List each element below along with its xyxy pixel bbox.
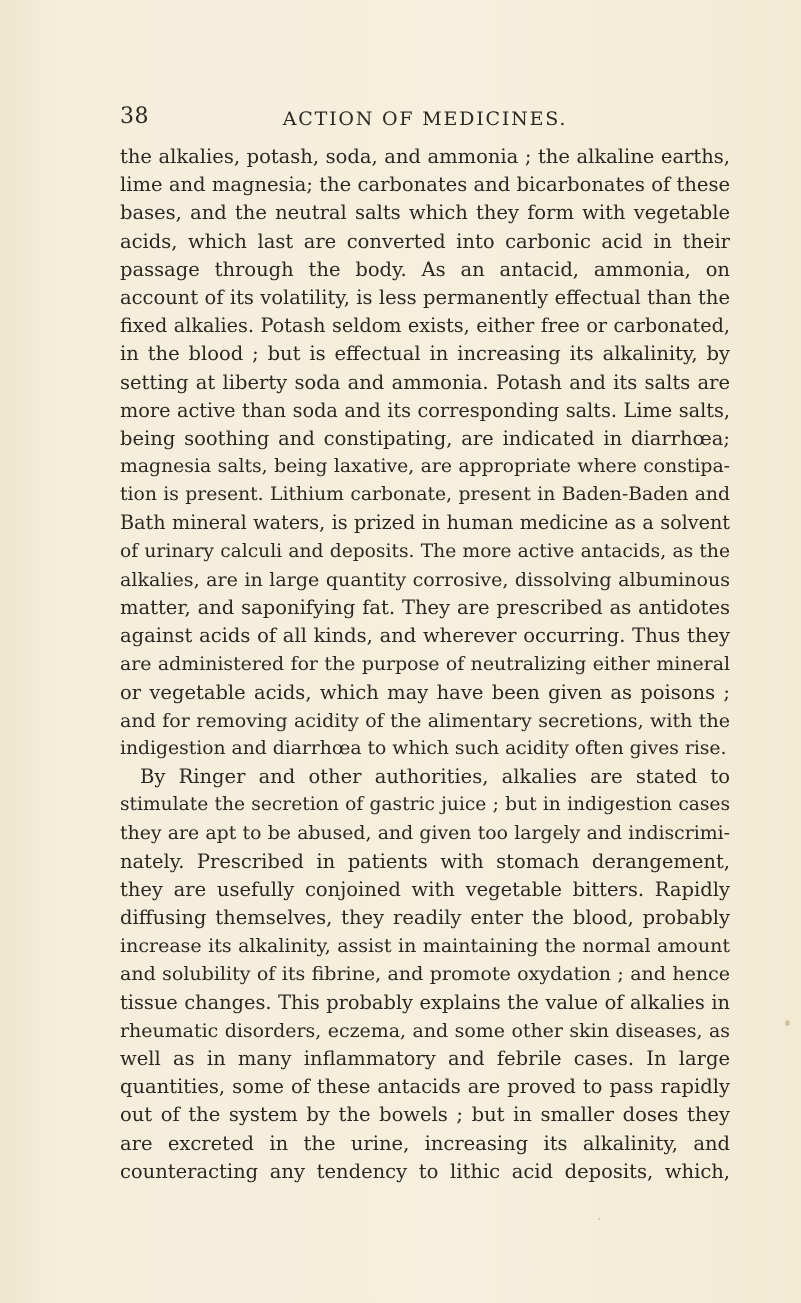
text-line: and for removing acidity of the alimentary secretions, with the <box>120 709 730 732</box>
body-text <box>120 143 730 1186</box>
text-line: well as in many inflammatory and febrile cases. In large <box>120 1047 730 1070</box>
text-line: and solubility of its fibrine, and promote oxydation ; and hence <box>120 963 730 986</box>
text-line: bases, and the neutral salts which they form with vegetable <box>120 201 730 225</box>
text-line: account of its volatility, is less permanently effectual than the <box>120 285 730 309</box>
text-line: are excreted in the urine, increasing its alkalinity, and <box>120 1131 730 1155</box>
text-line: increase its alkalinity, assist in maintaining the normal amount <box>120 935 730 958</box>
text-line: being soothing and constipating, are indicated in diarrhœa; <box>120 426 730 450</box>
text-line: acids, which last are converted into carbonic acid in their <box>120 229 730 253</box>
text-line: lime and magnesia; the carbonates and bicarbonates of these <box>120 173 730 197</box>
paper-speck <box>598 1218 600 1220</box>
page-header <box>120 104 730 134</box>
text-line: Bath mineral waters, is prized in human medicine as a solvent <box>120 511 730 535</box>
text-line: they are usefully conjoined with vegetable bitters. Rapidly <box>120 877 730 901</box>
text-line: out of the system by the bowels ; but in smaller doses they <box>120 1103 730 1127</box>
text-line: indigestion and diarrhœa to which such acidity often gives rise. <box>120 737 727 759</box>
text-line: stimulate the secretion of gastric juice ; but in indigestion cases <box>120 794 730 816</box>
page-number: 38 <box>120 104 149 129</box>
paper-speck <box>785 1020 790 1026</box>
text-line: in the blood ; but is effectual in increasing its alkalinity, by <box>120 342 730 366</box>
text-line: passage through the body. As an antacid, ammonia, on <box>120 257 730 281</box>
text-line: magnesia salts, being laxative, are appropriate where constipa- <box>120 456 730 478</box>
running-head: ACTION OF MEDICINES. <box>282 108 568 130</box>
text-line: By Ringer and other authorities, alkalies are stated to <box>140 765 730 789</box>
text-line: quantities, some of these antacids are proved to pass rapidly <box>120 1075 730 1099</box>
text-line: alkalies, are in large quantity corrosive, dissolving albuminous <box>120 568 730 591</box>
text-line: tion is present. Lithium carbonate, present in Baden-Baden and <box>120 484 730 506</box>
text-line: nately. Prescribed in patients with stomach derangement, <box>120 849 730 873</box>
text-line: setting at liberty soda and ammonia. Potash and its salts are <box>120 370 730 394</box>
text-line: tissue changes. This probably explains the value of alkalies in <box>120 990 730 1014</box>
text-line: against acids of all kinds, and wherever occurring. Thus they <box>120 624 730 648</box>
text-line: or vegetable acids, which may have been given as poisons ; <box>120 680 730 704</box>
text-line: of urinary calculi and deposits. The more active antacids, as the <box>120 540 730 562</box>
text-line: diffusing themselves, they readily enter the blood, probably <box>120 906 730 930</box>
text-line: more active than soda and its corresponding salts. Lime salts, <box>120 398 730 422</box>
text-line: fixed alkalies. Potash seldom exists, either free or carbonated, <box>120 314 730 338</box>
text-line: matter, and saponifying fat. They are prescribed as antidotes <box>120 596 730 619</box>
text-line: rheumatic disorders, eczema, and some other skin diseases, as <box>120 1019 730 1042</box>
text-line: counteracting any tendency to lithic acid deposits, which, <box>120 1159 730 1183</box>
text-line: they are apt to be abused, and given too largely and indiscrimi- <box>120 822 730 844</box>
text-line: are administered for the purpose of neutralizing either mineral <box>120 653 730 676</box>
text-line: the alkalies, potash, soda, and ammonia ; the alkaline earths, <box>120 145 730 168</box>
